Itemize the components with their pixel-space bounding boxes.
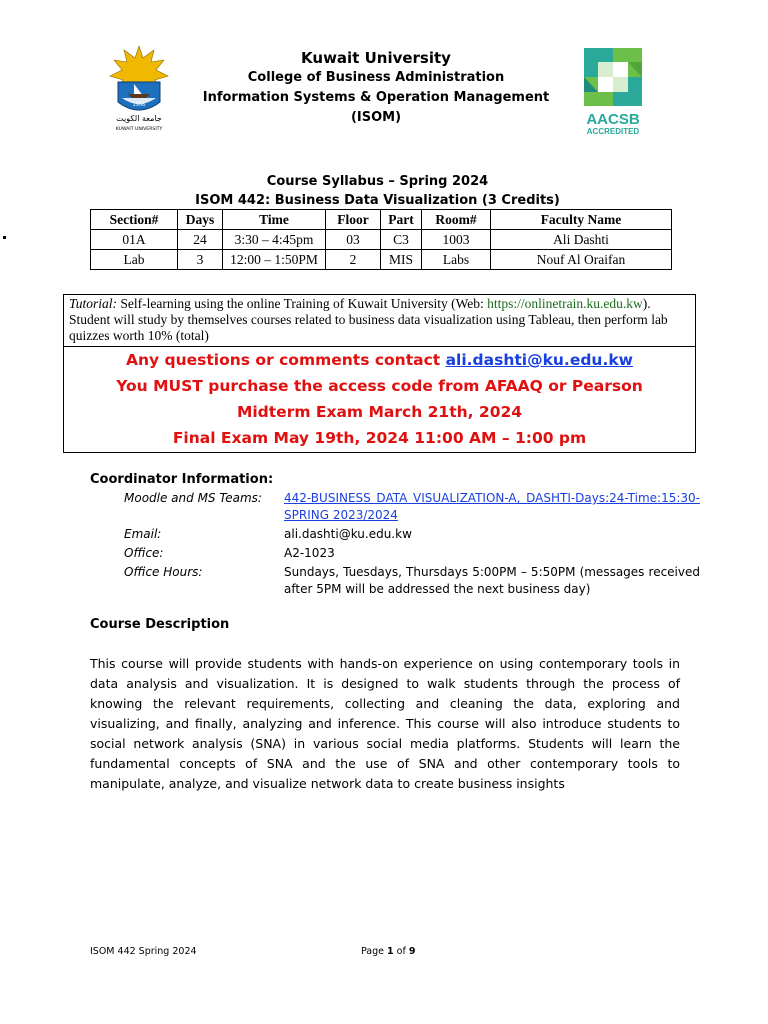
office-label: Office: bbox=[124, 546, 164, 560]
tutorial-label: Tutorial: bbox=[69, 296, 118, 311]
footer-page-word: Page bbox=[361, 946, 388, 957]
cell-section: Lab bbox=[91, 250, 178, 270]
header-floor: Floor bbox=[326, 210, 381, 230]
cell-room: 1003 bbox=[422, 230, 491, 250]
contact-prefix: Any questions or comments contact bbox=[126, 351, 446, 369]
tutorial-notice-box bbox=[63, 294, 696, 453]
email-value: ali.dashti@ku.edu.kw bbox=[284, 527, 412, 541]
office-hours-label: Office Hours: bbox=[124, 565, 203, 579]
moodle-row bbox=[124, 490, 700, 524]
footer-page-of: of bbox=[393, 946, 409, 957]
aacsb-logo-sub: ACCREDITED bbox=[586, 127, 640, 136]
schedule-table bbox=[90, 209, 672, 270]
tutorial-text bbox=[64, 295, 695, 347]
office-hours-row bbox=[124, 564, 700, 598]
footer-course-label: ISOM 442 Spring 2024 bbox=[90, 946, 197, 957]
cell-part: MIS bbox=[381, 250, 422, 270]
important-notices bbox=[64, 347, 695, 452]
department-name: Information Systems & Operation Management bbox=[202, 90, 550, 105]
ku-logo-arabic: جامعة الكويت bbox=[116, 114, 162, 123]
header-room: Room# bbox=[422, 210, 491, 230]
schedule-header-row bbox=[91, 210, 672, 230]
course-title: ISOM 442: Business Data Visualization (3 Credits) bbox=[195, 193, 560, 208]
contact-email-link[interactable]: ali.dashti@ku.edu.kw bbox=[445, 351, 633, 369]
stray-mark bbox=[3, 236, 6, 239]
final-notice: Final Exam May 19th, 2024 11:00 AM – 1:00 pm bbox=[172, 429, 587, 447]
email-row bbox=[124, 526, 700, 543]
cell-faculty: Ali Dashti bbox=[491, 230, 672, 250]
email-label: Email: bbox=[124, 527, 162, 541]
header-time: Time bbox=[223, 210, 326, 230]
tutorial-text-after: ). Student will study by themselves courses related to business data visualization using Tableau, then perform lab quizzes worth 10% (total) bbox=[69, 296, 668, 343]
institution-header bbox=[200, 48, 552, 128]
office-value: A2-1023 bbox=[284, 546, 335, 560]
kuwait-university-logo bbox=[108, 44, 170, 134]
ku-logo-english: KUWAIT UNIVERSITY bbox=[115, 127, 163, 132]
midterm-notice: Midterm Exam March 21th, 2024 bbox=[236, 403, 523, 421]
header-section: Section# bbox=[91, 210, 178, 230]
cell-section: 01A bbox=[91, 230, 178, 250]
college-name: College of Business Administration bbox=[247, 70, 505, 85]
aacsb-logo-name: AACSB bbox=[586, 111, 640, 128]
tutorial-text-before: Self-learning using the online Training of Kuwait University (Web: bbox=[117, 296, 488, 311]
access-code-notice: You MUST purchase the access code from AFAAQ or Pearson bbox=[116, 377, 643, 395]
table-row bbox=[91, 230, 672, 250]
footer-page-total: 9 bbox=[408, 946, 416, 957]
footer-page-current: 1 bbox=[387, 946, 394, 957]
cell-floor: 2 bbox=[326, 250, 381, 270]
office-hours-value: Sundays, Tuesdays, Thursdays 5:00PM – 5:50PM (messages received after 5PM will be addressed the next business day) bbox=[284, 565, 700, 596]
header-days: Days bbox=[178, 210, 223, 230]
syllabus-title: Course Syllabus – Spring 2024 bbox=[266, 174, 489, 189]
tutorial-link[interactable]: https://onlinetrain.ku.edu.kw bbox=[487, 296, 643, 311]
cell-days: 24 bbox=[178, 230, 223, 250]
cell-days: 3 bbox=[178, 250, 223, 270]
cell-floor: 03 bbox=[326, 230, 381, 250]
table-row bbox=[91, 250, 672, 270]
course-description-body: This course will provide students with hands-on experience on using contemporary tools in data analysis and visualization. It is designed to walk students through the process of knowing the relevant requirements, collecting and cleaning the data, exploring and visualizing, and finally, analyzing and inference. This course will also introduce students to social network analysis (SNA) in various social media platforms. Students will learn the fundamental concepts of SNA and the use of SNA and other contemporary tools to manipulate, analyze, and visualize network data to create business insights bbox=[90, 656, 680, 791]
cell-part: C3 bbox=[381, 230, 422, 250]
coordinator-heading: Coordinator Information: bbox=[90, 472, 274, 487]
footer-page-number bbox=[361, 946, 415, 957]
cell-time: 3:30 – 4:45pm bbox=[223, 230, 326, 250]
office-row bbox=[124, 545, 700, 562]
header-part: Part bbox=[381, 210, 422, 230]
contact-notice bbox=[64, 347, 695, 373]
course-description-heading: Course Description bbox=[90, 617, 230, 632]
syllabus-title-block bbox=[150, 172, 605, 210]
cell-faculty: Nouf Al Oraifan bbox=[491, 250, 672, 270]
university-name: Kuwait University bbox=[301, 49, 451, 67]
moodle-course-link[interactable]: 442-BUSINESS DATA VISUALIZATION-A, DASHTI-Days:24-Time:15:30-SPRING 2023/2024 bbox=[284, 491, 700, 522]
cell-time: 12:00 – 1:50PM bbox=[223, 250, 326, 270]
header-faculty: Faculty Name bbox=[491, 210, 672, 230]
aacsb-accredited-logo bbox=[580, 46, 646, 136]
ku-logo-year: 1966 bbox=[132, 102, 146, 108]
moodle-label: Moodle and MS Teams: bbox=[124, 491, 262, 505]
coordinator-info bbox=[124, 490, 700, 600]
cell-room: Labs bbox=[422, 250, 491, 270]
department-abbr: (ISOM) bbox=[350, 110, 402, 125]
